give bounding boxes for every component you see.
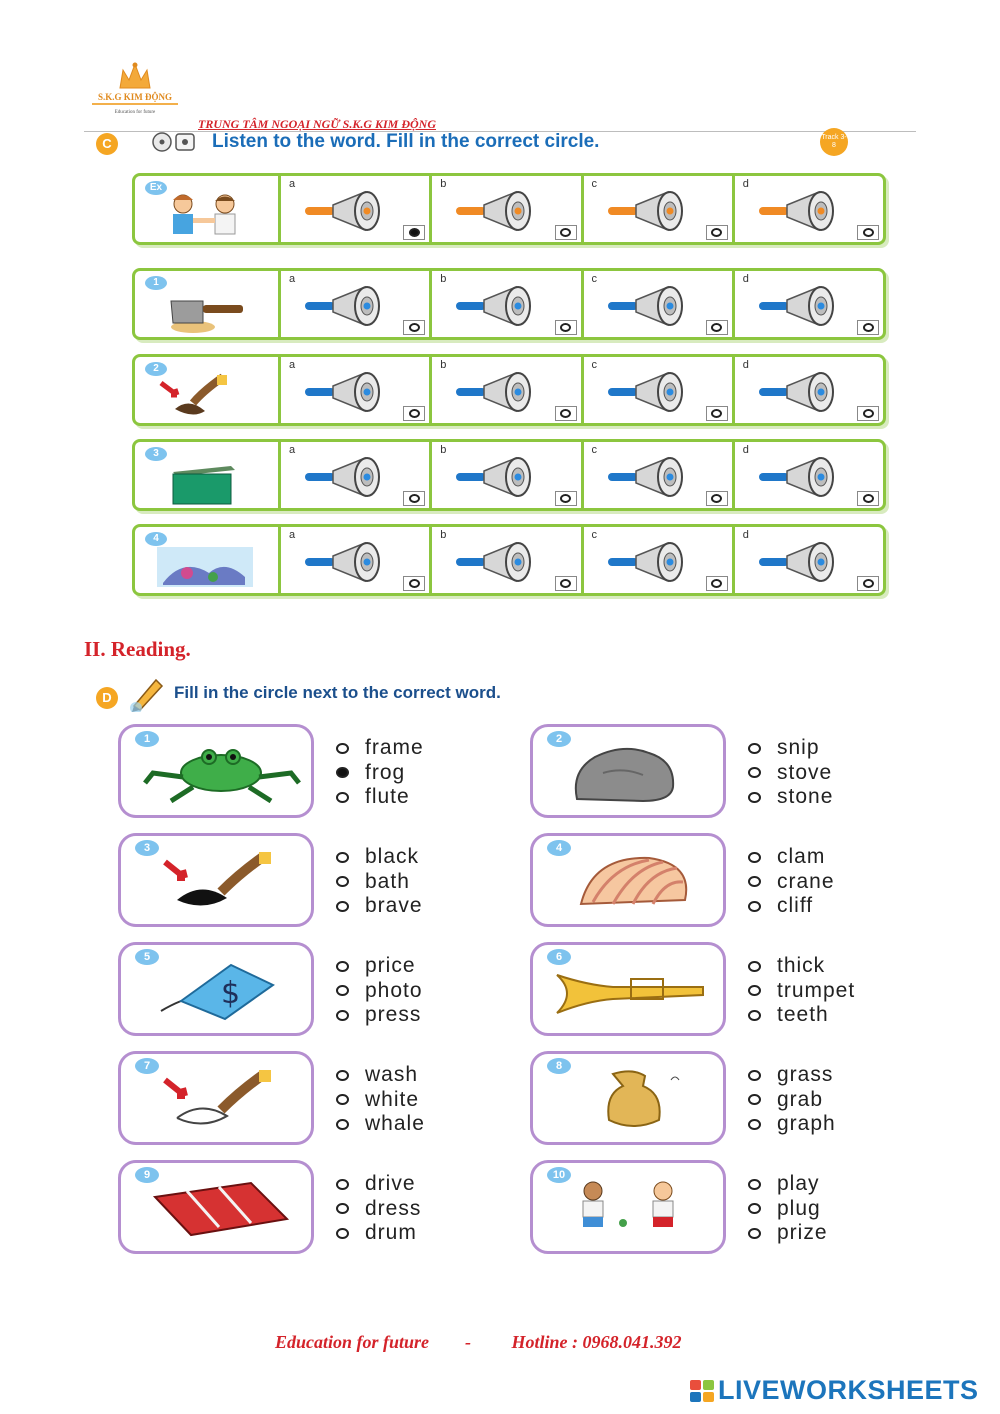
listening-option-d[interactable]	[735, 527, 883, 593]
option-letter: a	[289, 529, 296, 541]
word-choice-list	[748, 736, 918, 810]
word-choice[interactable]	[748, 785, 918, 810]
listening-row	[132, 439, 886, 511]
frog-icon	[141, 743, 301, 808]
word-choice[interactable]	[336, 1003, 506, 1028]
row-number: 4	[145, 532, 167, 546]
answer-circle[interactable]	[336, 743, 349, 754]
word-label: frog	[365, 760, 406, 784]
word-label: black	[365, 845, 420, 869]
audio-play-button[interactable]	[303, 456, 405, 503]
audio-play-button[interactable]	[757, 285, 859, 332]
megaphone-icon	[454, 456, 556, 498]
answer-circle[interactable]	[857, 320, 879, 335]
answer-circle[interactable]	[336, 1119, 349, 1130]
audio-play-button[interactable]	[454, 371, 556, 418]
answer-circle[interactable]	[748, 901, 761, 912]
listening-option-a[interactable]	[281, 527, 432, 593]
answer-circle[interactable]	[555, 406, 577, 421]
liveworksheets-brand: LIVEWORKSHEETS	[718, 1375, 979, 1405]
word-label: wash	[365, 1063, 419, 1087]
megaphone-icon	[757, 541, 859, 583]
answer-circle[interactable]	[403, 320, 425, 335]
word-choice[interactable]	[748, 870, 918, 895]
kids-playing-icon	[553, 1179, 713, 1244]
megaphone-icon	[303, 371, 405, 413]
reading-picture-box	[530, 1160, 726, 1254]
answer-circle[interactable]	[706, 491, 728, 506]
answer-circle[interactable]	[748, 792, 761, 803]
word-label: grass	[777, 1063, 834, 1087]
cd-icon	[150, 131, 198, 153]
answer-circle[interactable]	[857, 406, 879, 421]
word-choice[interactable]	[336, 1112, 506, 1137]
listening-row	[132, 268, 886, 340]
audio-play-button[interactable]	[454, 456, 556, 503]
option-letter: d	[742, 273, 749, 285]
listening-option-d[interactable]	[735, 442, 883, 508]
word-label: brave	[365, 894, 423, 918]
word-choice[interactable]	[748, 761, 918, 786]
audio-play-button[interactable]	[454, 541, 556, 588]
word-choice[interactable]	[336, 894, 506, 919]
item-number: 4	[547, 840, 571, 856]
word-choice-list	[748, 954, 918, 1028]
word-choice[interactable]	[748, 736, 918, 761]
audio-play-button[interactable]	[606, 190, 708, 237]
answer-circle[interactable]	[403, 576, 425, 591]
word-choice-list	[748, 1172, 918, 1246]
word-choice-list	[336, 736, 506, 810]
word-choice[interactable]	[748, 979, 918, 1004]
audio-play-button[interactable]	[303, 285, 405, 332]
trumpet-icon	[553, 961, 713, 1026]
option-letter: d	[742, 178, 749, 190]
answer-circle[interactable]	[555, 491, 577, 506]
word-label: snip	[777, 736, 820, 760]
word-choice[interactable]	[748, 954, 918, 979]
listening-option-b[interactable]	[432, 442, 583, 508]
option-letter: c	[591, 273, 597, 285]
reading-picture-box	[530, 942, 726, 1036]
pencil-icon	[126, 672, 166, 712]
logo	[92, 62, 178, 130]
answer-circle[interactable]	[555, 576, 577, 591]
audio-play-button[interactable]	[757, 456, 859, 503]
word-label: price	[365, 954, 416, 978]
audio-play-button[interactable]	[454, 190, 556, 237]
clam-shell-icon	[553, 852, 713, 917]
megaphone-icon	[606, 371, 708, 413]
green-box-icon	[153, 458, 257, 511]
reading-picture-box	[118, 724, 314, 818]
word-label: clam	[777, 845, 826, 869]
answer-circle[interactable]	[336, 1094, 349, 1105]
megaphone-icon	[757, 456, 859, 498]
option-letter: d	[742, 359, 749, 371]
megaphone-icon	[757, 285, 859, 327]
answer-circle[interactable]	[748, 876, 761, 887]
word-label: stone	[777, 785, 834, 809]
answer-circle[interactable]	[748, 1179, 761, 1190]
answer-circle[interactable]	[336, 876, 349, 887]
answer-circle[interactable]	[403, 225, 425, 240]
word-choice[interactable]	[336, 1063, 506, 1088]
megaphone-icon	[757, 190, 859, 232]
item-number: 1	[135, 731, 159, 747]
word-label: white	[365, 1087, 420, 1111]
megaphone-icon	[454, 371, 556, 413]
audio-play-button[interactable]	[606, 456, 708, 503]
word-label: drum	[365, 1221, 417, 1245]
answer-circle[interactable]	[336, 1203, 349, 1214]
item-number: 8	[547, 1058, 571, 1074]
word-choice[interactable]	[336, 1088, 506, 1113]
footer-text: Education for future - Hotline : 0968.041.392	[275, 1332, 682, 1352]
option-letter: a	[289, 178, 296, 190]
answer-circle[interactable]	[748, 1203, 761, 1214]
word-choice[interactable]	[748, 1063, 918, 1088]
listening-option-c[interactable]	[584, 357, 735, 423]
word-label: cliff	[777, 894, 814, 918]
grab-bag-icon	[553, 1070, 713, 1135]
listening-option-b[interactable]	[432, 176, 583, 242]
listening-row	[132, 173, 886, 245]
megaphone-icon	[606, 285, 708, 327]
audio-play-button[interactable]	[303, 190, 405, 237]
trash-pile-icon	[153, 543, 257, 596]
item-number: 6	[547, 949, 571, 965]
answer-circle[interactable]	[706, 406, 728, 421]
listening-option-b[interactable]	[432, 271, 583, 337]
listening-option-a[interactable]	[281, 176, 432, 242]
answer-circle[interactable]	[857, 491, 879, 506]
audio-play-button[interactable]	[454, 285, 556, 332]
megaphone-icon	[606, 190, 708, 232]
answer-circle[interactable]	[706, 225, 728, 240]
logo-subtitle: Education for future	[114, 110, 156, 115]
word-choice[interactable]	[336, 845, 506, 870]
answer-circle[interactable]	[336, 852, 349, 863]
word-label: flute	[365, 785, 410, 809]
price-tag-icon	[141, 961, 301, 1026]
answer-circle[interactable]	[748, 1070, 761, 1081]
answer-circle[interactable]	[336, 961, 349, 972]
listening-option-a[interactable]	[281, 442, 432, 508]
word-label: whale	[365, 1112, 425, 1136]
listening-option-c[interactable]	[584, 442, 735, 508]
reading-heading: II. Reading.	[84, 637, 191, 661]
word-choice[interactable]	[336, 1172, 506, 1197]
cleaver-icon	[153, 287, 257, 340]
item-number: 9	[135, 1167, 159, 1183]
option-letter: b	[440, 273, 447, 285]
answer-circle[interactable]	[336, 1070, 349, 1081]
word-choice-list	[336, 1063, 506, 1137]
answer-circle[interactable]	[748, 1119, 761, 1130]
word-label: drive	[365, 1172, 416, 1196]
word-label: photo	[365, 978, 423, 1002]
word-label: grab	[777, 1087, 824, 1111]
listening-option-b[interactable]	[432, 357, 583, 423]
section-d-instruction: Fill in the circle next to the correct word.	[174, 683, 501, 702]
audio-play-button[interactable]	[606, 371, 708, 418]
word-label: play	[777, 1172, 820, 1196]
option-letter: d	[742, 444, 749, 456]
item-number: 3	[135, 840, 159, 856]
option-letter: c	[591, 529, 597, 541]
word-choice[interactable]	[748, 1221, 918, 1246]
listening-row	[132, 354, 886, 426]
word-choice[interactable]	[748, 1088, 918, 1113]
black-paint-icon	[141, 852, 301, 917]
answer-circle[interactable]	[336, 1010, 349, 1021]
word-choice[interactable]	[748, 894, 918, 919]
listening-option-c[interactable]	[584, 176, 735, 242]
word-choice[interactable]	[748, 845, 918, 870]
answer-circle[interactable]	[748, 1094, 761, 1105]
listening-option-c[interactable]	[584, 271, 735, 337]
option-letter: b	[440, 178, 447, 190]
word-choice-list	[748, 1063, 918, 1137]
answer-circle[interactable]	[706, 320, 728, 335]
word-label: press	[365, 1003, 422, 1027]
word-choice[interactable]	[336, 954, 506, 979]
option-letter: b	[440, 444, 447, 456]
liveworksheets-mark-icon	[690, 1380, 714, 1402]
word-label: teeth	[777, 1003, 829, 1027]
row-number: 2	[145, 362, 167, 376]
word-choice[interactable]	[336, 870, 506, 895]
answer-circle[interactable]	[336, 901, 349, 912]
word-label: trumpet	[777, 978, 856, 1002]
section-d-badge: D	[96, 687, 118, 709]
stone-icon	[553, 743, 713, 808]
word-label: plug	[777, 1196, 821, 1220]
item-number: 2	[547, 731, 571, 747]
crown-icon	[118, 62, 152, 92]
answer-circle[interactable]	[748, 852, 761, 863]
word-choice[interactable]	[336, 736, 506, 761]
option-letter: c	[591, 444, 597, 456]
option-letter: a	[289, 359, 296, 371]
audio-play-button[interactable]	[757, 190, 859, 237]
word-choice-list	[336, 954, 506, 1028]
boy-and-girl-icon	[153, 192, 257, 245]
answer-circle[interactable]	[706, 576, 728, 591]
megaphone-icon	[454, 541, 556, 583]
word-label: graph	[777, 1112, 836, 1136]
reading-picture-box	[530, 724, 726, 818]
audio-play-button[interactable]	[606, 541, 708, 588]
audio-play-button[interactable]	[303, 541, 405, 588]
word-label: bath	[365, 869, 410, 893]
listening-option-a[interactable]	[281, 271, 432, 337]
audio-play-button[interactable]	[757, 541, 859, 588]
word-choice[interactable]	[336, 1197, 506, 1222]
section-c-instruction: Listen to the word. Fill in the correct circle.	[212, 131, 600, 152]
word-choice-list	[336, 1172, 506, 1246]
listening-option-d[interactable]	[735, 271, 883, 337]
answer-circle[interactable]	[555, 225, 577, 240]
row-number: 1	[145, 276, 167, 290]
reading-picture-box	[530, 833, 726, 927]
word-label: thick	[777, 954, 826, 978]
listening-option-a[interactable]	[281, 357, 432, 423]
megaphone-icon	[606, 541, 708, 583]
row-number: 3	[145, 447, 167, 461]
listening-picture-cell	[135, 357, 281, 423]
audio-play-button[interactable]	[757, 371, 859, 418]
reading-picture-box	[118, 942, 314, 1036]
paintbrush-blot-icon	[153, 373, 257, 426]
audio-play-button[interactable]	[303, 371, 405, 418]
word-choice[interactable]	[336, 1221, 506, 1246]
answer-circle[interactable]	[748, 961, 761, 972]
logo-text: S.K.G KIM ĐỘNG	[92, 92, 178, 105]
answer-circle[interactable]	[336, 792, 349, 803]
megaphone-icon	[606, 456, 708, 498]
option-letter: b	[440, 529, 447, 541]
audio-play-button[interactable]	[606, 285, 708, 332]
option-letter: a	[289, 444, 296, 456]
drum-icon	[141, 1179, 301, 1244]
reading-picture-box	[118, 1160, 314, 1254]
row-number: Ex	[145, 181, 167, 195]
listening-option-d[interactable]	[735, 357, 883, 423]
megaphone-icon	[303, 190, 405, 232]
white-paint-icon	[141, 1070, 301, 1135]
answer-circle[interactable]	[403, 491, 425, 506]
megaphone-icon	[454, 190, 556, 232]
megaphone-icon	[757, 371, 859, 413]
listening-option-d[interactable]	[735, 176, 883, 242]
word-choice-list	[336, 845, 506, 919]
listening-row	[132, 524, 886, 596]
megaphone-icon	[303, 456, 405, 498]
answer-circle[interactable]	[555, 320, 577, 335]
megaphone-icon	[454, 285, 556, 327]
option-letter: a	[289, 273, 296, 285]
word-choice[interactable]	[748, 1112, 918, 1137]
answer-circle[interactable]	[336, 1179, 349, 1190]
reading-picture-box	[118, 1051, 314, 1145]
option-letter: c	[591, 178, 597, 190]
word-choice[interactable]	[336, 785, 506, 810]
word-choice[interactable]	[748, 1003, 918, 1028]
answer-circle[interactable]	[336, 1228, 349, 1239]
word-choice[interactable]	[336, 979, 506, 1004]
answer-circle[interactable]	[748, 743, 761, 754]
reading-picture-box	[530, 1051, 726, 1145]
word-choice[interactable]	[748, 1172, 918, 1197]
listening-picture-cell	[135, 527, 281, 593]
svg-text:$: $	[221, 976, 241, 1011]
item-number: 7	[135, 1058, 159, 1074]
word-choice[interactable]	[748, 1197, 918, 1222]
word-label: prize	[777, 1221, 828, 1245]
listening-picture-cell	[135, 271, 281, 337]
megaphone-icon	[303, 541, 405, 583]
answer-circle[interactable]	[336, 985, 349, 996]
option-letter: b	[440, 359, 447, 371]
listening-picture-cell	[135, 176, 281, 242]
section-c-badge: C	[96, 133, 118, 155]
answer-circle[interactable]	[403, 406, 425, 421]
listening-picture-cell	[135, 442, 281, 508]
option-letter: c	[591, 359, 597, 371]
listening-option-c[interactable]	[584, 527, 735, 593]
megaphone-icon	[303, 285, 405, 327]
answer-circle[interactable]	[336, 767, 349, 778]
answer-circle[interactable]	[748, 1228, 761, 1239]
track-badge: Track 3-8	[820, 128, 848, 156]
liveworksheets-logo	[690, 1375, 979, 1406]
reading-picture-box	[118, 833, 314, 927]
word-label: dress	[365, 1196, 422, 1220]
word-label: crane	[777, 869, 835, 893]
word-choice[interactable]	[336, 761, 506, 786]
listening-option-b[interactable]	[432, 527, 583, 593]
answer-circle[interactable]	[857, 576, 879, 591]
item-number: 10	[547, 1167, 571, 1183]
word-label: frame	[365, 736, 424, 760]
item-number: 5	[135, 949, 159, 965]
word-label: stove	[777, 760, 833, 784]
word-choice-list	[748, 845, 918, 919]
answer-circle[interactable]	[748, 767, 761, 778]
answer-circle[interactable]	[857, 225, 879, 240]
option-letter: d	[742, 529, 749, 541]
answer-circle[interactable]	[748, 985, 761, 996]
answer-circle[interactable]	[748, 1010, 761, 1021]
center-name: TRUNG TÂM NGOẠI NGỮ S.K.G KIM ĐỘNG	[198, 117, 436, 131]
